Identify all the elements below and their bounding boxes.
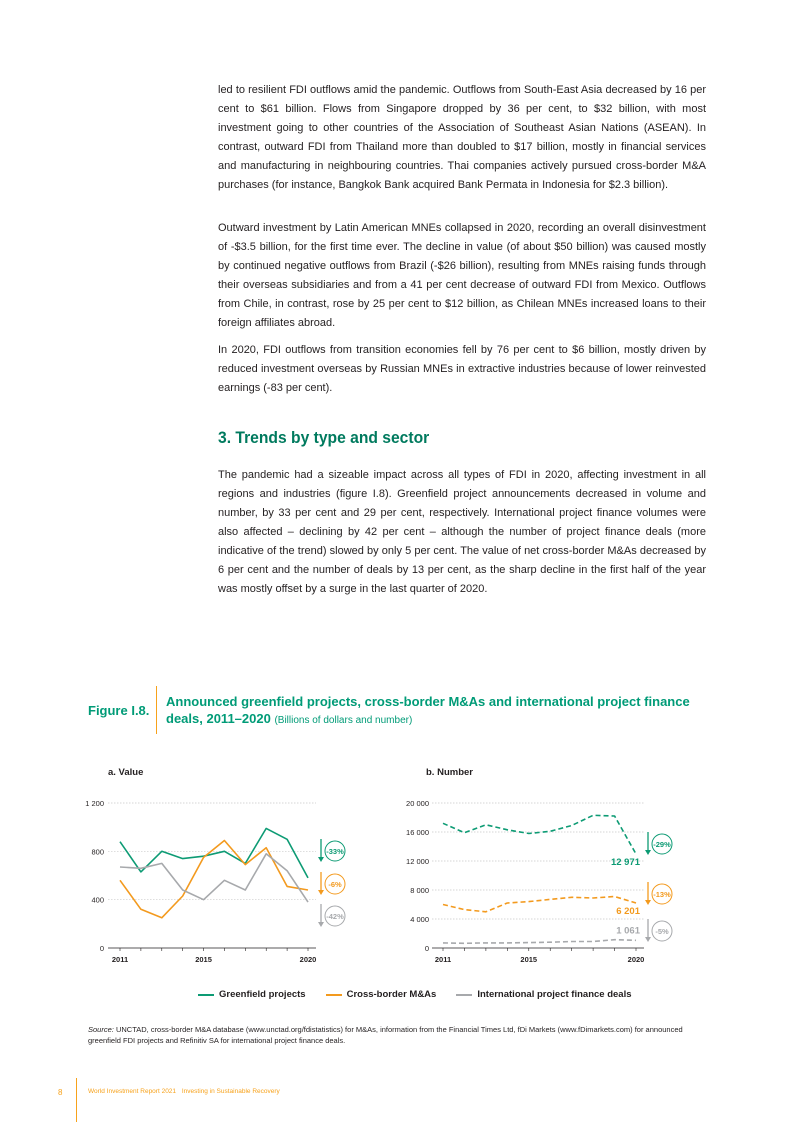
number-end-label: 1 061 — [616, 925, 640, 937]
source-label: Source: — [88, 1025, 114, 1034]
number-x-tick-label: 2015 — [520, 955, 538, 964]
number-series-line-0 — [443, 815, 636, 854]
value-change-label: -6% — [328, 880, 342, 889]
legend-item-greenfield — [198, 989, 306, 1000]
legend-swatch-greenfield — [198, 994, 214, 996]
legend-label-mna: Cross-border M&As — [346, 989, 437, 1000]
number-y-tick-label: 4 000 — [410, 915, 429, 924]
legend-item-mna — [326, 989, 437, 1000]
number-series-line-2 — [443, 940, 636, 944]
number-y-tick-label: 0 — [424, 944, 429, 953]
number-y-tick-label: 8 000 — [410, 886, 429, 895]
section-paragraph: The pandemic had a sizeable impact across all types of FDI in 2020, affecting investment in all regions and industries (figure I.8). Greenfield project announcements decreased in volume and number, by 33 per cent and 29 per cent, respectively. International project finance volumes were also affected – declining by 42 per cent – although the number of project finance deals (more indicative of the trend) slowed by only 5 per cent. The value of net cross-border M&As decreased by 6 per cent and the number of deals by 13 per cent, as the sharp decline in the first half of the year was mostly offset by a surge in the last quarter of 2020. — [218, 469, 706, 595]
value-change-label: -33% — [326, 847, 344, 856]
legend-swatch-project-finance — [456, 994, 472, 996]
figure-unit: (Billions of dollars and number) — [274, 715, 413, 726]
legend-item-project-finance — [456, 989, 631, 1000]
number-change-arrowhead — [645, 850, 651, 855]
number-series-line-1 — [443, 897, 636, 912]
number-x-tick-label: 2020 — [627, 955, 645, 964]
body-paragraph-2: Outward investment by Latin American MNEs collapsed in 2020, recording an overall disinvestment of -$3.5 billion, for the first time ever. The decline in value (of about $50 billion) was caused mostly by continued negative outflows from Brazil (-$26 billion), resulting from MNEs raising funds through their overseas subsidiaries and from a 41 per cent decrease of outward FDI from Mexico. Outflows from Chile, in contrast, rose by 25 per cent to $12 billion, as Chilean MNEs increased loans to their foreign affiliates abroad. — [218, 222, 706, 329]
value-y-tick-label: 800 — [91, 847, 104, 857]
value-change-arrowhead — [318, 857, 324, 862]
source-text: UNCTAD, cross-border M&A database (www.unctad.org/fdistatistics) for M&As, information from the Financial Times Ltd, fDi Markets (www.fDimarkets.com) for announced greenfield FDI projects and Refinitiv SA for international project finance deals. — [88, 1025, 683, 1045]
value-x-tick-label: 2011 — [111, 955, 129, 964]
section-heading: 3. Trends by type and sector — [218, 428, 430, 447]
number-y-tick-label: 20 000 — [406, 799, 429, 808]
number-end-label: 12 971 — [610, 856, 640, 868]
chart-legend — [198, 989, 632, 1000]
value-y-tick-label: 0 — [99, 944, 104, 953]
footer-report-title: World Investment Report 2021 — [88, 1088, 177, 1095]
number-change-arrowhead — [645, 900, 651, 905]
value-change-arrowhead — [318, 922, 324, 927]
page-number: 8 — [58, 1088, 63, 1097]
value-y-tick-label: 1 200 — [85, 799, 104, 808]
body-paragraph-1: led to resilient FDI outflows amid the pandemic. Outflows from South-East Asia decreased by 16 per cent to $61 billion. Flows from Singapore dropped by 36 per cent, to $32 billion, with most investment going to other countries of the Association of Southeast Asian Nations (ASEAN). In contrast, outward FDI from Thailand more than doubled to $17 billion, mostly in financial services and manufacturing in neighbouring countries. Thai companies actively pursued cross-border M&A purchases (for instance, Bangkok Bank acquired Bank Permata in Indonesia for $2.3 billion). — [218, 84, 706, 191]
number-end-label: 6 201 — [616, 906, 640, 918]
value-y-tick-label: 400 — [91, 895, 104, 905]
footer-subtitle: Investing in Sustainable Recovery — [181, 1088, 280, 1095]
number-change-label: -13% — [653, 890, 671, 899]
value-series-line-0 — [120, 828, 308, 878]
value-change-label: -42% — [326, 912, 344, 921]
legend-label-greenfield: Greenfield projects — [219, 989, 306, 1000]
value-x-tick-label: 2015 — [195, 955, 212, 964]
number-x-tick-label: 2011 — [434, 955, 452, 964]
figure-label: Figure I.8. — [88, 703, 150, 718]
legend-label-project-finance: International project finance deals — [477, 989, 632, 1000]
source-note — [88, 1024, 706, 1046]
body-paragraph-3: In 2020, FDI outflows from transition economies fell by 76 per cent to $6 billion, mostly driven by reduced investment overseas by Russian MNEs in extractive industries because of lower reinvested earnings (-83 per cent). — [218, 344, 706, 394]
legend-swatch-mna — [326, 994, 342, 996]
number-change-arrowhead — [645, 937, 651, 942]
panel-a-title: a. Value — [108, 767, 144, 778]
number-y-tick-label: 12 000 — [406, 857, 429, 866]
value-change-arrowhead — [318, 890, 324, 895]
number-change-label: -29% — [653, 840, 671, 849]
value-series-line-2 — [120, 854, 308, 902]
figure-title-text: Announced greenfield projects, cross-border M&As and international project finance deals, 2011–2020 — [166, 694, 690, 726]
number-change-label: -5% — [655, 927, 669, 936]
panel-b-title: b. Number — [426, 767, 473, 778]
value-x-tick-label: 2020 — [299, 955, 317, 964]
number-y-tick-label: 16 000 — [406, 828, 429, 837]
footer-divider — [76, 1078, 77, 1122]
footer — [88, 1088, 284, 1095]
value-series-line-1 — [120, 841, 308, 918]
